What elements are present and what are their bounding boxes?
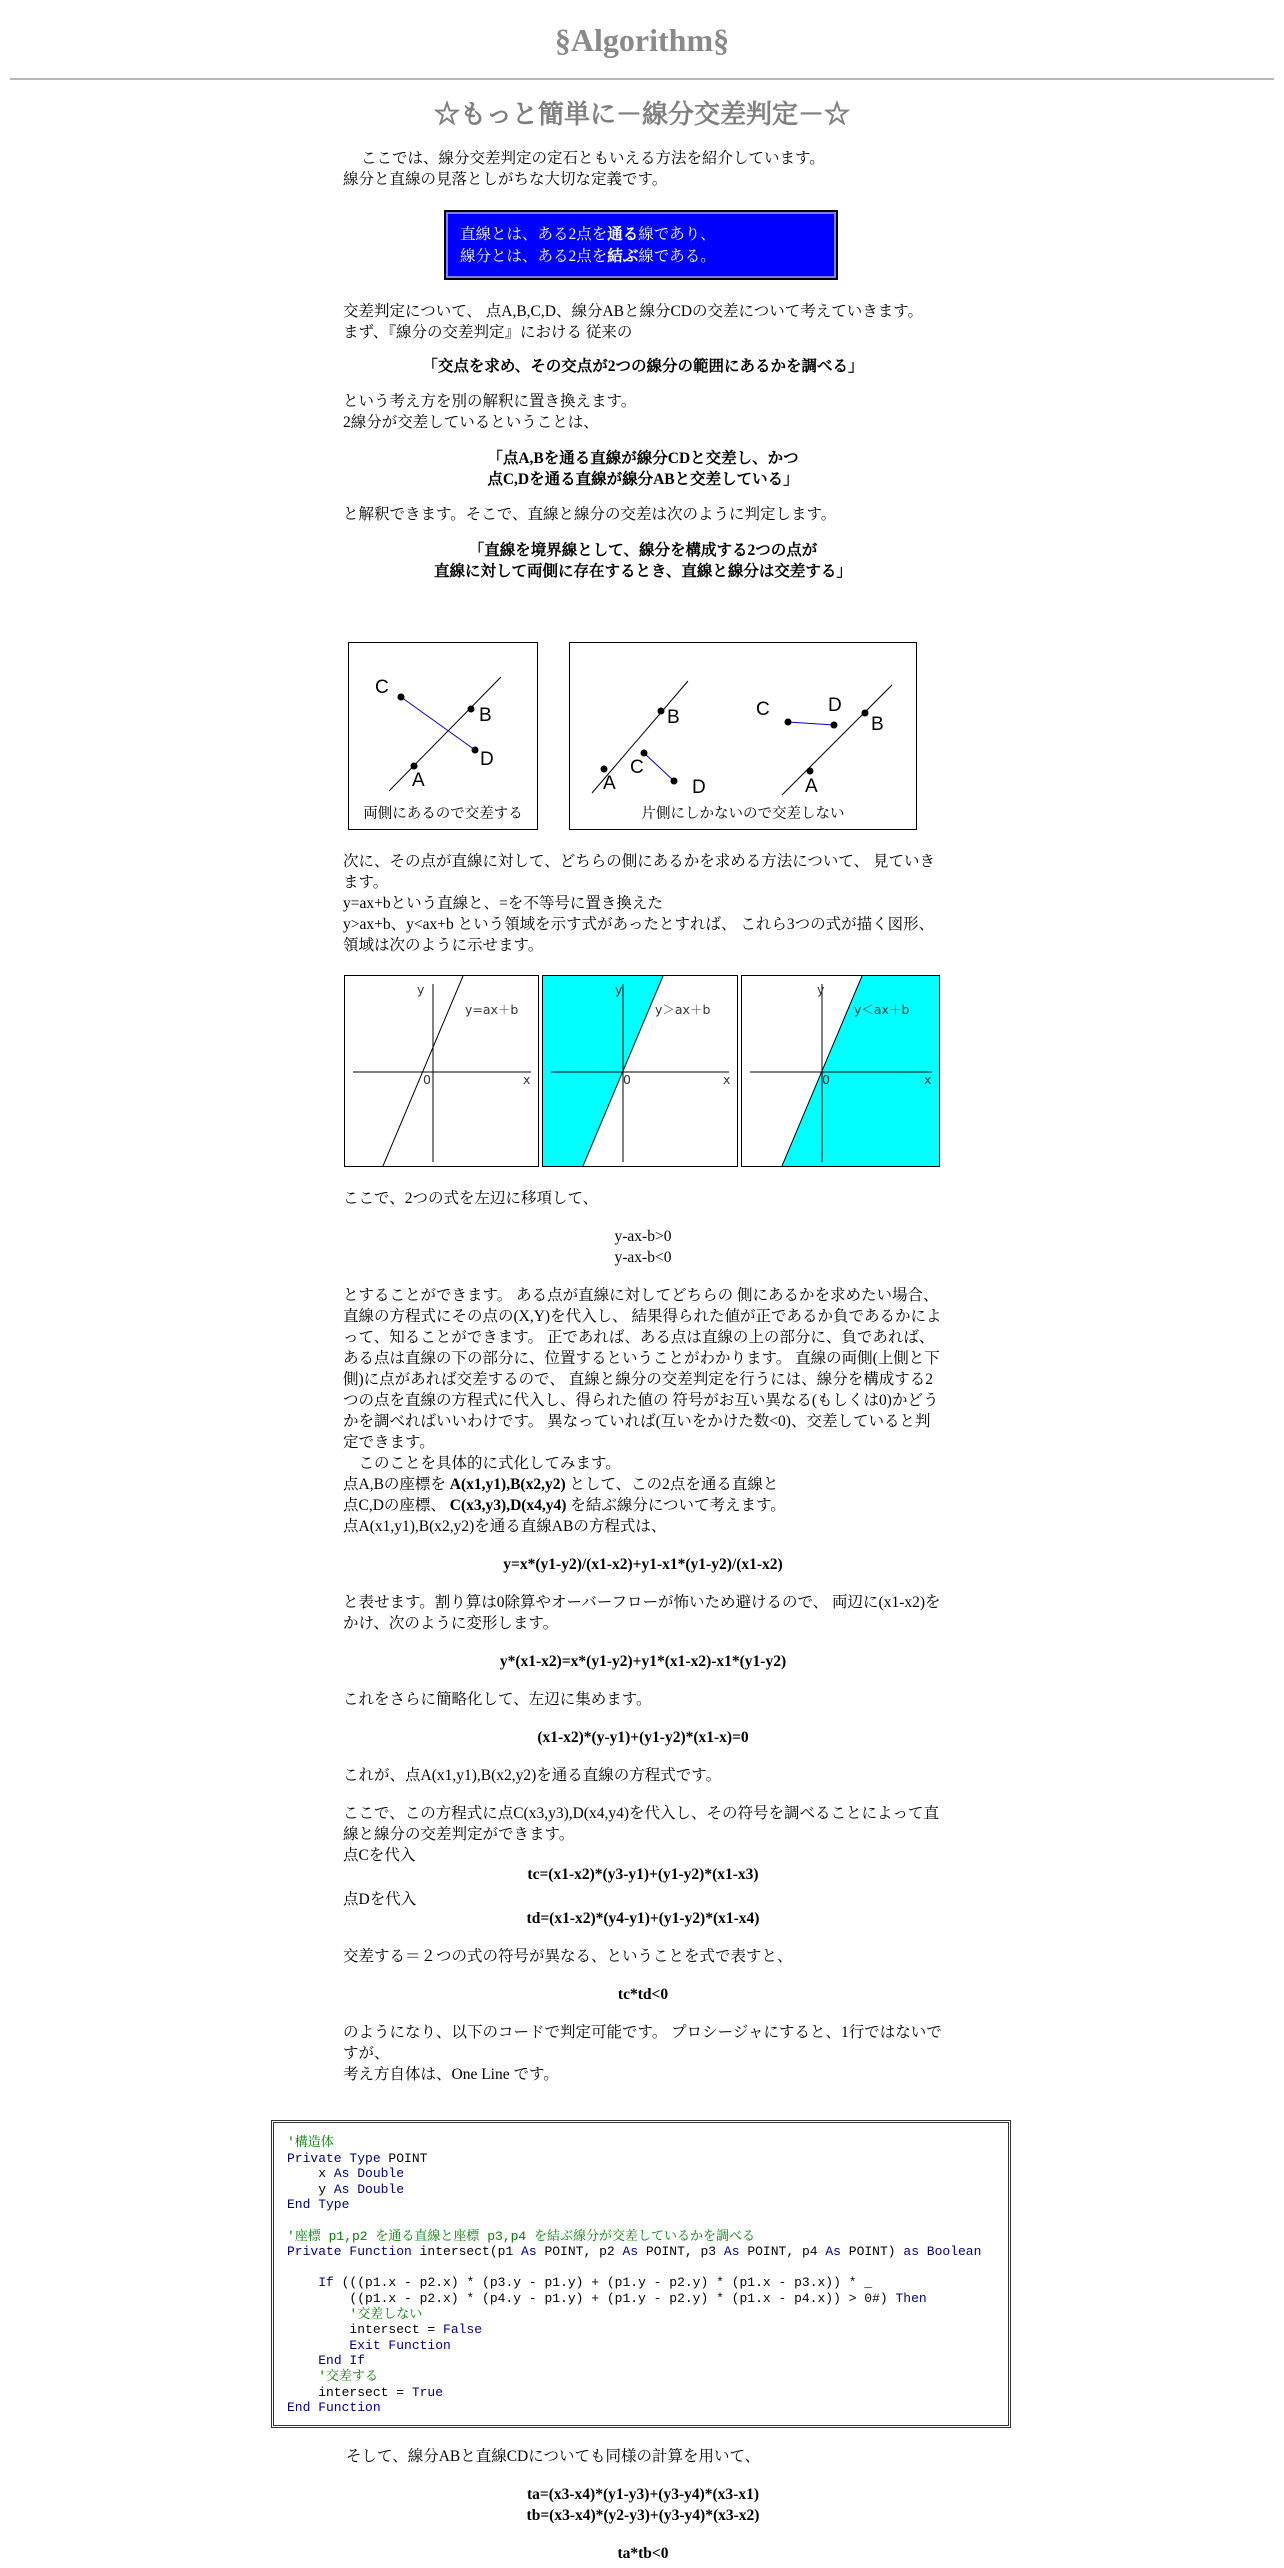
- para-text: y=ax+bという直線と、=を不等号に置き換えた: [343, 895, 663, 912]
- figure-caption: 片側にしかないので交差しない: [641, 806, 845, 822]
- figure-caption: 両側にあるので交差する: [363, 806, 523, 822]
- origin-label: 0: [623, 1072, 631, 1087]
- point-label-c: C: [756, 699, 770, 720]
- def-text: 直線とは、ある2点を: [460, 226, 608, 243]
- code-keyword: End Type: [287, 2197, 350, 2213]
- text: 点C,Dの座標、: [343, 1497, 450, 1514]
- code-token: [287, 2353, 318, 2368]
- figure-intersect: [348, 642, 538, 830]
- code-keyword: As: [723, 2244, 740, 2260]
- section-2: [343, 851, 943, 956]
- point-label-d: D: [692, 777, 706, 798]
- code-token: POINT: [380, 2150, 428, 2166]
- graph-equation-label: y=ax＋b: [465, 1002, 519, 1017]
- code-keyword: As Double: [333, 2181, 405, 2197]
- code-keyword: Exit Function: [349, 2337, 451, 2353]
- origin-label: 0: [822, 1072, 830, 1087]
- quote: 「点A,Bを通る直線が線分CDと交差し、かつ: [487, 450, 799, 467]
- equation: ta*tb<0: [617, 2545, 669, 2562]
- code-keyword: End Function: [287, 2400, 381, 2416]
- text: として、この2点を通る直線と: [565, 1476, 779, 1493]
- graph-region-above: [542, 975, 738, 1167]
- para-text: y>ax+b、y<ax+b という領域を示す式があったとすれば、 これら3つの式が描く図形、領域は次のように示せます。: [343, 916, 935, 954]
- def-text: 線であり、: [638, 226, 716, 243]
- equation: y=x*(y1-y2)/(x1-x2)+y1-x1*(y1-y2)/(x1-x2): [503, 1556, 783, 1573]
- code-block[interactable]: [271, 2120, 1011, 2428]
- graph-region-below-drawing: [742, 976, 939, 1166]
- code-comment: '座標 p1,p2 を通る直線と座標 p3,p4 を結ぶ線分が交差しているかを調べる: [287, 2228, 756, 2244]
- code-token: x: [287, 2166, 334, 2182]
- code-token: POINT): [840, 2244, 904, 2260]
- code-comment: '構造体: [287, 2135, 334, 2150]
- point-label-d: D: [828, 695, 842, 716]
- para-text: これが、点A(x1,y1),B(x2,y2)を通る直線の方程式です。: [343, 1767, 722, 1784]
- axis-label-x: x: [523, 1072, 531, 1087]
- section-1: [343, 301, 943, 582]
- graph-equation-label: y＜ax＋b: [854, 1002, 910, 1017]
- intro-line-2: 線分と直線の見落としがちな大切な定義です。: [343, 171, 668, 188]
- def-text: 線である。: [638, 248, 716, 265]
- para-text: と表せます。割り算は0除算やオーバーフローが怖いため避けるので、 両辺に(x1-x2)をかけ、次のように変形します。: [343, 1594, 941, 1632]
- code-keyword: Private Type: [287, 2150, 381, 2166]
- code-keyword: If: [318, 2275, 334, 2291]
- point-label-a: A: [805, 776, 818, 797]
- point-label-a: A: [603, 773, 616, 794]
- code-keyword: as Boolean: [903, 2244, 982, 2260]
- quote: 「直線を境界線として、線分を構成する2つの点が: [468, 542, 818, 559]
- code-text[interactable]: [287, 2135, 981, 2416]
- para-text: 考え方自体は、One Line です。: [343, 2066, 559, 2083]
- code-keyword: As: [622, 2244, 639, 2260]
- para-text: これをさらに簡略化して、左辺に集めます。: [343, 1691, 652, 1708]
- code-keyword: As: [521, 2244, 537, 2260]
- section-3: [343, 1188, 943, 2085]
- axis-label-y: y: [817, 982, 825, 997]
- code-token: [287, 2307, 349, 2322]
- code-token: [287, 2338, 349, 2353]
- code-keyword: Private Function: [287, 2244, 412, 2260]
- graph-equation-label: y＞ax＋b: [655, 1002, 711, 1017]
- point-label-d: D: [480, 749, 494, 770]
- para-text: とすることができます。 ある点が直線に対してどちらの 側にあるかを求めたい場合、直線の方程式にその点の(X,Y)を代入し、 結果得られた値が正であるか負であるかによって、知ることができます。 正であれば、ある点は直線の上の部分に、負であれば、 ある点は直線の下の部分に、位置するということがわかります。 直線の両側(上側と下側)に点があれば交差するので、 直線と線分の交差判定を行うには、線分を構成する2つの点を直線の方程式に代入し、得られた値の 符号がお互い異なる(もしくは0)かどうかを調べればいいわけです。 異なっていれば(互いをかけた数<0)、交差していると判定できます。: [343, 1287, 942, 1451]
- code-token: (((p1.x - p2.x) * (p3.y - p1.y) + (p1.y - p2.y) * (p1.x - p3.x)) * _: [333, 2275, 873, 2291]
- origin-label: 0: [423, 1072, 431, 1087]
- code-token: intersect =: [287, 2384, 412, 2400]
- para-text: 次に、その点が直線に対して、どちらの側にあるかを求める方法について、 見ていきます。: [343, 853, 935, 891]
- header-divider: [10, 78, 1274, 80]
- equation: tc*td<0: [617, 1986, 669, 2003]
- point-label-b: B: [667, 707, 680, 728]
- equation: (x1-x2)*(y-y1)+(y1-y2)*(x1-x)=0: [537, 1729, 749, 1746]
- point-label-b: B: [479, 705, 492, 726]
- code-keyword: True: [411, 2384, 444, 2400]
- code-keyword: As Double: [333, 2166, 405, 2182]
- point-label-c: C: [375, 677, 389, 698]
- text: 点A,Bの座標を: [343, 1476, 450, 1493]
- def-text: 線分とは、ある2点を: [460, 248, 608, 265]
- quote: 「交点を求め、その交点が2つの線分の範囲にあるかを調べる」: [422, 358, 864, 375]
- code-keyword: End If: [318, 2353, 366, 2369]
- para-text: 2線分が交差しているということは、: [343, 414, 599, 431]
- code-token: POINT, p4: [739, 2244, 826, 2260]
- para-text: と解釈できます。そこで、直線と線分の交差は次のように判定します。: [343, 506, 837, 523]
- quote: 点C,Dを通る直線が線分ABと交差している」: [487, 471, 799, 488]
- code-token: y: [287, 2181, 334, 2197]
- axis-label-x: x: [723, 1072, 731, 1087]
- equation: ta=(x3-x4)*(y1-y3)+(y3-y4)*(x3-x1): [526, 2486, 759, 2503]
- equation: tb=(x3-x4)*(y2-y3)+(y3-y4)*(x3-x2): [526, 2507, 760, 2524]
- intro-line-1: ここでは、線分交差判定の定石ともいえる方法を紹介しています。: [361, 150, 825, 167]
- code-comment: '交差する: [318, 2368, 379, 2384]
- equation: tc=(x1-x2)*(y3-y1)+(y1-y2)*(x1-x3): [527, 1866, 759, 1883]
- code-token: intersect =: [287, 2322, 444, 2338]
- quote: 直線に対して両側に存在するとき、直線と線分は交差する」: [434, 563, 852, 580]
- axis-label-x: x: [924, 1072, 932, 1087]
- code-token: ((p1.x - p2.x) * (p4.y - p1.y) + (p1.y - p2.y) * (p1.x - p4.x)) > 0#): [287, 2290, 896, 2306]
- code-token: intersect(p1: [411, 2244, 522, 2260]
- para-text: ここで、この方程式に点C(x3,y3),D(x4,y4)を代入し、その符号を調べることによって直線と線分の交差判定ができます。: [343, 1805, 939, 1843]
- equation: y*(x1-x2)=x*(y1-y2)+y1*(x1-x2)-x1*(y1-y2): [499, 1653, 787, 1670]
- definition-box: [444, 210, 838, 280]
- graph-line: [344, 975, 539, 1167]
- para-text: 点A(x1,y1),B(x2,y2)を通る直線ABの方程式は、: [343, 1518, 667, 1535]
- para-text: ここで、2つの式を左辺に移項して、: [343, 1190, 599, 1207]
- equation: td=(x1-x2)*(y4-y1)+(y1-y2)*(x1-x4): [526, 1910, 760, 1927]
- para-text: [343, 1474, 943, 1495]
- point-label-a: A: [412, 770, 425, 791]
- para-text: [343, 1495, 943, 1516]
- code-token: [287, 2275, 318, 2290]
- code-comment: '交差しない: [349, 2306, 423, 2322]
- code-token: POINT, p3: [638, 2244, 724, 2260]
- para-text: そして、線分ABと直線CDについても同様の計算を用いて、: [346, 2448, 761, 2465]
- figure-no-intersect: [569, 642, 917, 830]
- axis-label-y: y: [615, 982, 623, 997]
- def-emphasis: 通る: [607, 226, 639, 243]
- section-4: [343, 2446, 943, 2564]
- para-text: 点Cを代入: [343, 1847, 416, 1864]
- para-text: 交差判定について、 点A,B,C,D、線分ABと線分CDの交差について考えていきます。 まず、『線分の交差判定』における 従来の: [343, 303, 935, 341]
- inequality: y-ax-b>0: [614, 1228, 672, 1245]
- site-title: §Algorithm§: [554, 22, 730, 58]
- intro: [343, 148, 943, 190]
- point-label-b: B: [871, 714, 884, 735]
- para-text: このことを具体的に式化してみます。: [343, 1455, 621, 1472]
- para-text: 点Dを代入: [343, 1891, 417, 1908]
- point-label-c: C: [630, 757, 644, 778]
- para-text: 交差する＝２つの式の符号が異なる、ということを式で表すと、: [343, 1948, 793, 1965]
- code-keyword: Then: [895, 2290, 927, 2306]
- para-text: のようになり、以下のコードで判定可能です。 プロシージャにすると、1行ではないですが、: [343, 2024, 942, 2062]
- page-heading: ☆もっと簡単に－線分交差判定－☆: [433, 100, 850, 129]
- code-token: [287, 2369, 318, 2384]
- coord: C(x3,y3),D(x4,y4): [449, 1497, 567, 1514]
- coord: A(x1,y1),B(x2,y2): [449, 1476, 566, 1493]
- text: を結ぶ線分について考えます。: [566, 1497, 786, 1514]
- code-token: POINT, p2: [536, 2244, 623, 2260]
- axis-label-y: y: [417, 982, 425, 997]
- graph-region-below: [741, 975, 940, 1167]
- para-text: という考え方を別の解釈に置き換えます。: [343, 393, 637, 410]
- def-emphasis: 結ぶ: [607, 248, 639, 265]
- inequality: y-ax-b<0: [614, 1249, 672, 1266]
- code-keyword: False: [443, 2322, 483, 2338]
- code-keyword: As: [825, 2244, 841, 2260]
